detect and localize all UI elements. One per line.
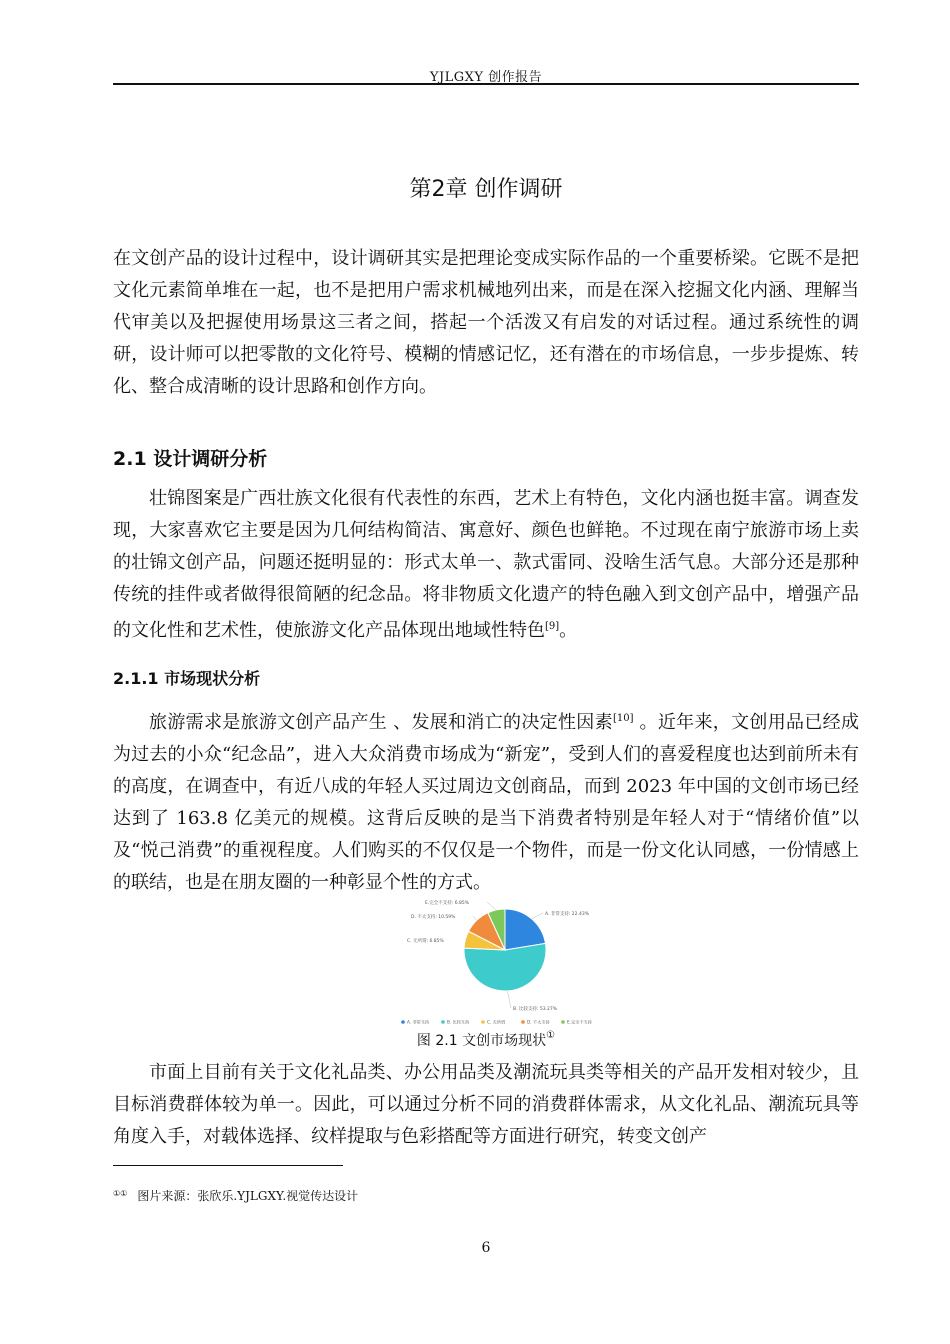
section-2-1-text: 壮锦图案是广西壮族文化很有代表性的东西，艺术上有特色，文化内涵也挺丰富。调查发现，大家喜欢它主要是因为几何结构简洁、寓意好、颜色也鲜艳。不过现在南宁旅游市场上卖的壮锦文创产品，问题还挺明显的：形式太单一、款式雷同、没啥生活气息。大部分还是那种传统的挂件或者做得很简陋的纪念品。将非物质文化遗产的特色融入到文创产品中，增强产品的文化性和艺术性，使旅游文化产品体现出地域性特色 xyxy=(113,488,859,641)
pie-chart xyxy=(395,893,605,1028)
legend-swatch xyxy=(561,1020,565,1024)
pie-leader-line xyxy=(487,902,496,910)
footnote-ref-mark[interactable]: ① xyxy=(546,1030,556,1041)
figure-caption xyxy=(113,1030,859,1050)
legend-swatch xyxy=(521,1020,525,1024)
section-2-1-1-text-rest: 。近年来，文创用品已经成为过去的小众“纪念品”，进入大众消费市场成为“新宠”，受到人们的喜爱程度也达到前所未有的高度，在调查中，有近八成的年轻人买过周边文创商品，而到 2023 年中国的文创市场已经达到了 163.8 亿美元的规模。这背后反映的是当下消费者特别是年轻人对于“情绪价值”以及“悦己消费”的重视程度。人们购买的不仅仅是一个物件，而是一份文化认同感，一份情感上的联结，也是在朋友圈的一种彰显个性的方式。 xyxy=(113,712,859,893)
section-2-1-1-paragraph xyxy=(113,703,859,899)
figure-caption-text: 图 2.1 文创市场现状 xyxy=(416,1033,547,1049)
section-heading-2-1: 2.1 设计调研分析 xyxy=(113,448,268,470)
citation-ref-9[interactable]: [9] xyxy=(545,621,560,632)
running-header: YJLGXY 创作报告 xyxy=(429,70,543,85)
pie-slice xyxy=(505,909,545,950)
pie-leader-line xyxy=(473,916,477,920)
legend-label: C. 无所谓 xyxy=(487,1019,506,1025)
legend-swatch xyxy=(401,1020,405,1024)
section-2-1-1-text-start: 旅游需求是旅游文创产品产生 、发展和消亡的决定性因素 xyxy=(149,712,613,733)
citation-ref-10[interactable]: [10] xyxy=(612,713,634,724)
legend-label: B. 比较支持 xyxy=(447,1019,470,1025)
pie-slice-label: A. 非常支持: 22.43% xyxy=(545,912,589,917)
intro-paragraph: 在文创产品的设计过程中，设计调研其实是把理论变成实际作品的一个重要桥梁。它既不是把文化元素简单堆在一起，也不是把用户需求机械地列出来，而是在深入挖掘文化内涵、理解当代审美以及把握使用场景这三者之间，搭起一个活泼又有启发的对话过程。通过系统性的调研，设计师可以把零散的文化符号、模糊的情感记忆，还有潜在的市场信息，一步步提炼、转化、整合成清晰的设计思路和创作方向。 xyxy=(113,248,859,397)
footnote xyxy=(113,1187,358,1204)
pie-slice-label: E.完全不支持: 6.85% xyxy=(425,901,470,906)
section-2-1-paragraph xyxy=(113,483,859,647)
legend-label: E.完全不支持 xyxy=(567,1019,592,1025)
header-rule xyxy=(113,83,859,85)
chapter-title: 第2章 创作调研 xyxy=(409,177,563,202)
legend-label: D. 不太支持 xyxy=(527,1019,550,1025)
footnote-rule xyxy=(113,1165,343,1166)
pie-leader-line xyxy=(507,991,511,1008)
legend-swatch xyxy=(441,1020,445,1024)
figure-pie-chart xyxy=(395,893,605,1028)
section-2-1-end: 。 xyxy=(559,620,578,641)
page-number: 6 xyxy=(481,1240,491,1256)
footnote-mark: ①① xyxy=(113,1189,128,1198)
pie-leader-line xyxy=(532,913,543,919)
pie-slice-label: B. 比较支持: 53.27% xyxy=(513,1007,558,1012)
section-heading-2-1-1: 2.1.1 市场现状分析 xyxy=(113,669,261,688)
legend-swatch xyxy=(481,1020,485,1024)
closing-paragraph: 市面上目前有关于文化礼品类、办公用品类及潮流玩具类等相关的产品开发相对较少，且目标消费群体较为单一。因此，可以通过分析不同的消费群体需求，从文化礼品、潮流玩具等角度入手，对载体选择、纹样提取与色彩搭配等方面进行研究，转变文创产 xyxy=(113,1062,859,1147)
pie-slice-label: C. 无所谓: 6.85% xyxy=(407,939,444,944)
footnote-text: 图片来源：张欣乐.YJLGXY.视觉传达设计 xyxy=(137,1189,359,1203)
pie-slice-label: D. 不太支持: 10.59% xyxy=(411,915,456,920)
legend-label: A. 非常支持 xyxy=(407,1019,430,1025)
